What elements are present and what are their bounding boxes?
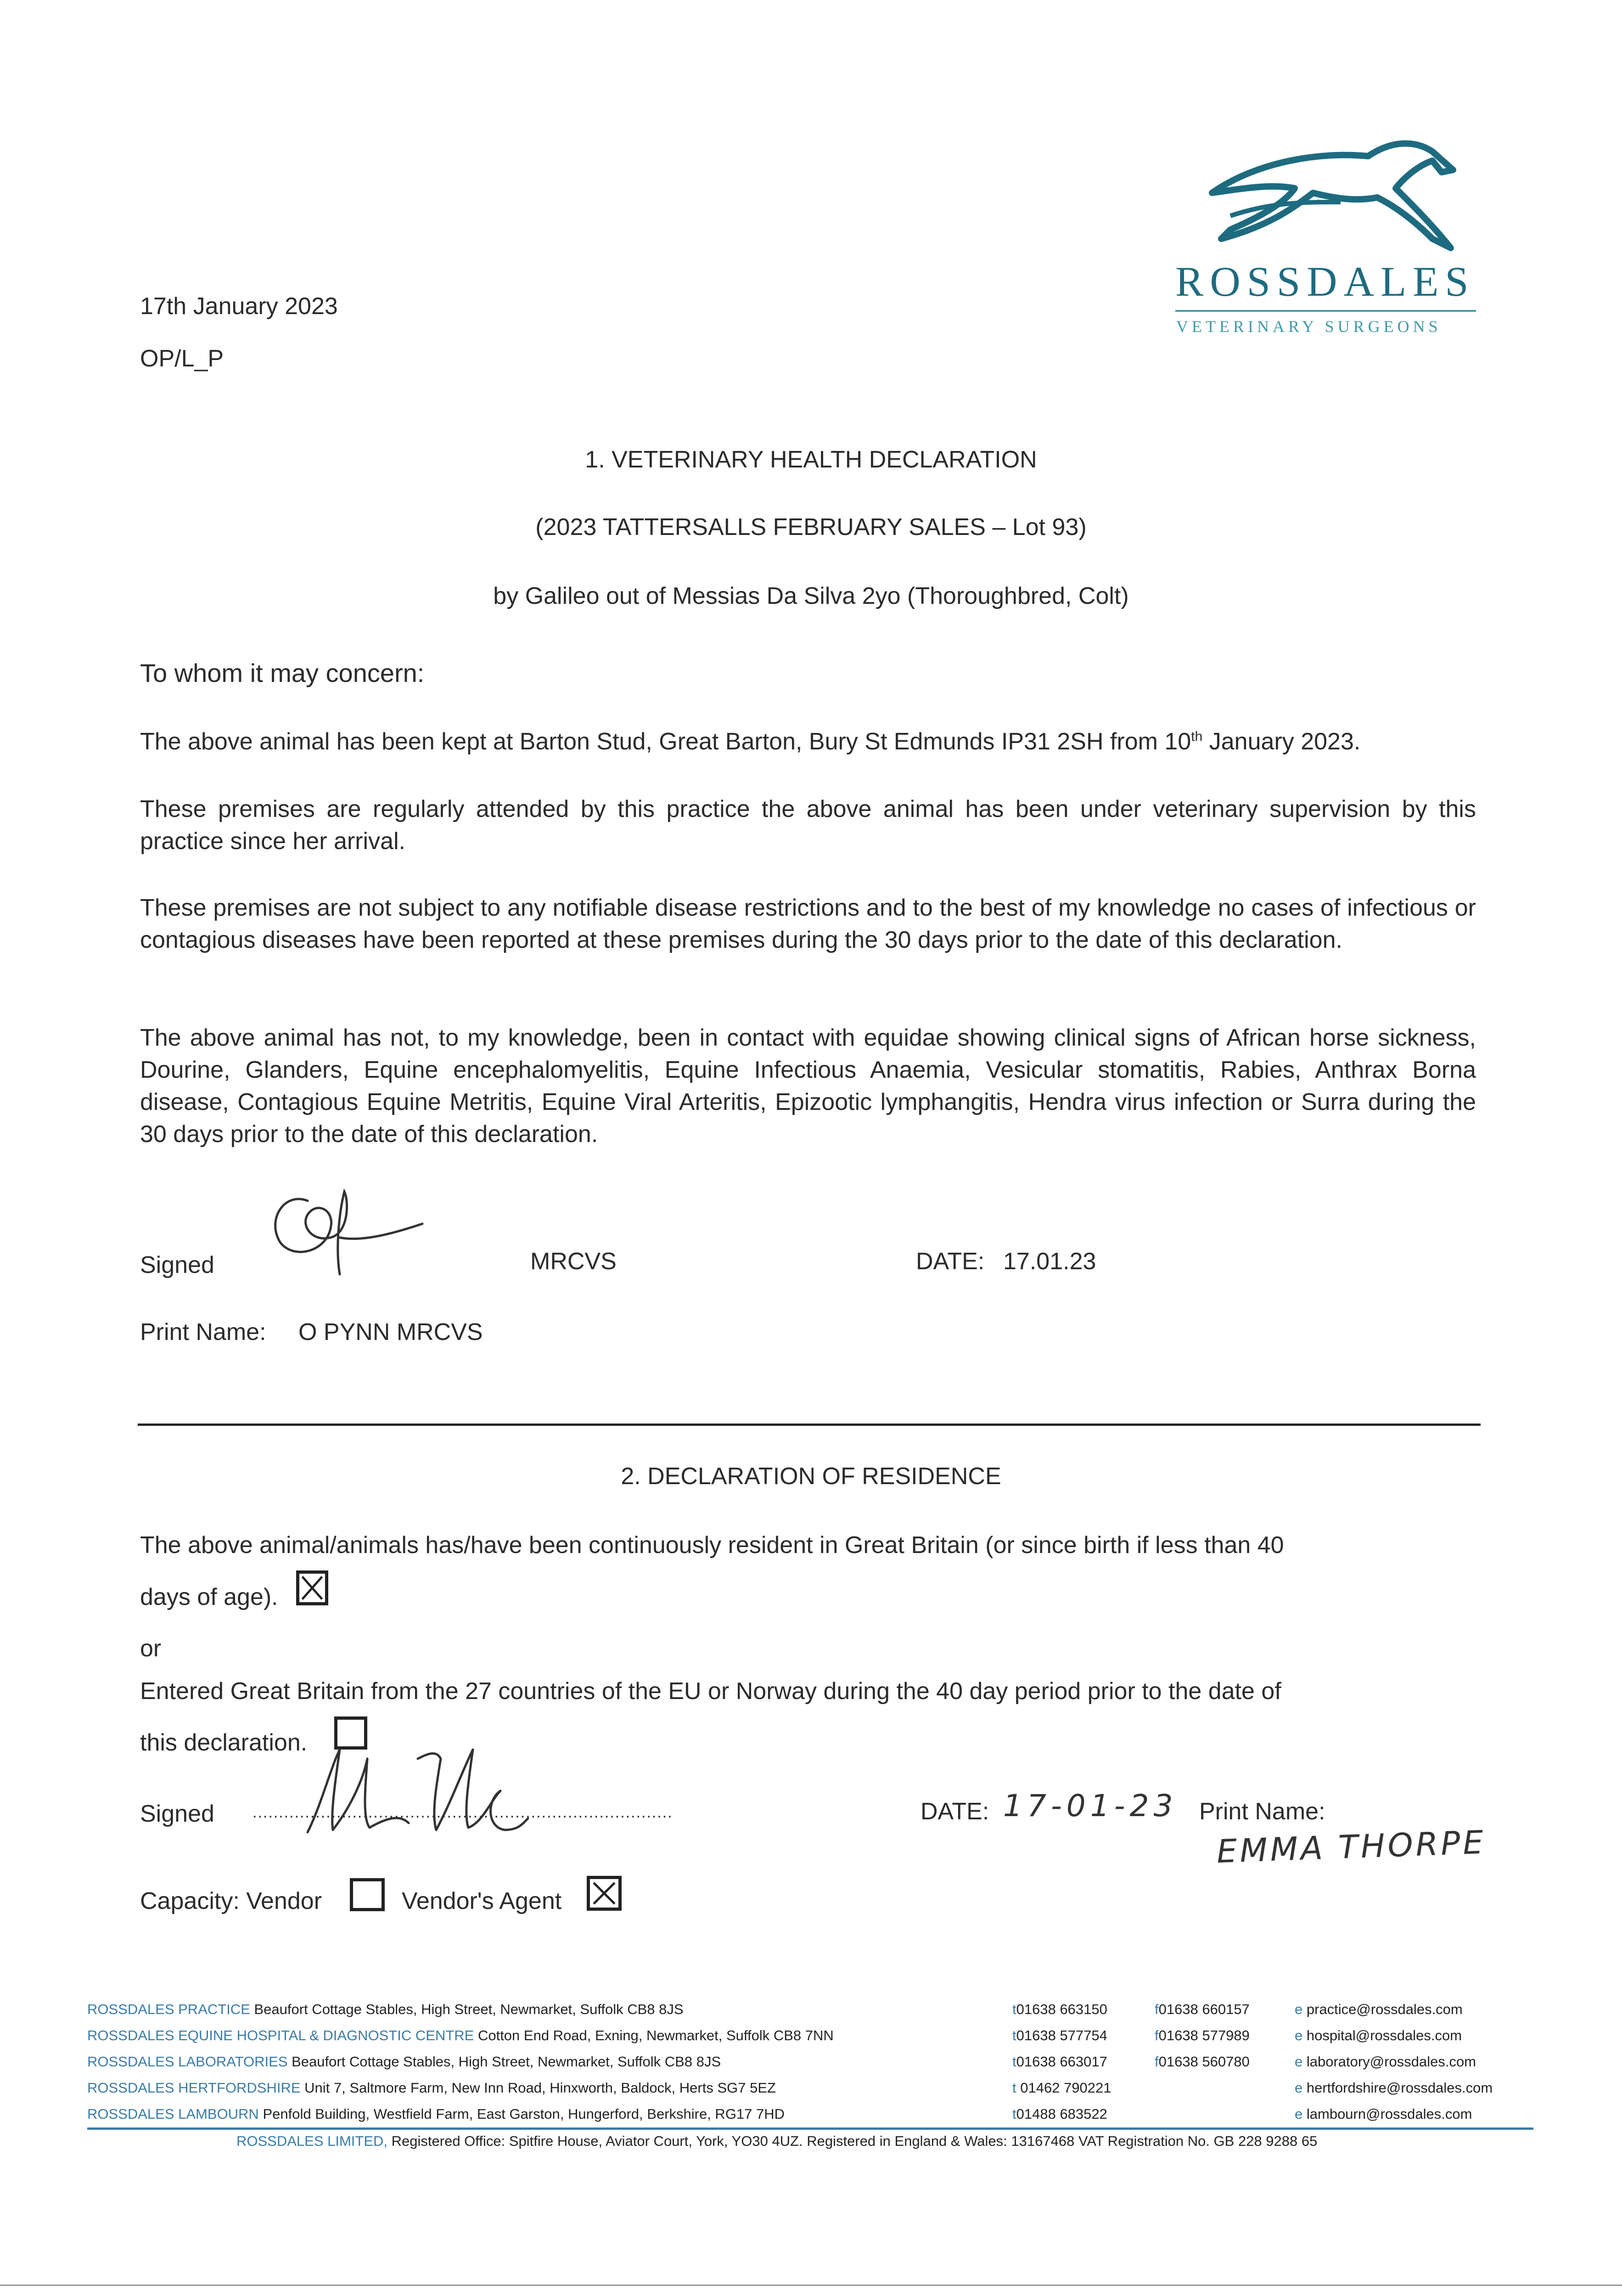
paragraph-residence-end: January 2023. (1202, 728, 1361, 755)
vet-mrcvs: MRCVS (530, 1248, 617, 1275)
fax-number: 01638 560780 (1158, 2054, 1250, 2070)
footer-row-name: ROSSDALES EQUINE HOSPITAL & DIAGNOSTIC CENTRE (87, 2027, 474, 2043)
vet-signed-label: Signed (140, 1252, 214, 1278)
footer-fax (1155, 2054, 1250, 2070)
section1-subtitle: (2023 TATTERSALLS FEBRUARY SALES – Lot 93) (535, 514, 1087, 540)
owner-signature (289, 1731, 537, 1841)
registered-company: ROSSDALES LIMITED, (236, 2133, 388, 2149)
or-text: or (140, 1635, 162, 1662)
footer-row-address: Cotton End Road, Exning, Newmarket, Suffolk CB8 7NN (477, 2027, 834, 2043)
email-prefix: e (1295, 2054, 1303, 2070)
fax-number: 01638 660157 (1158, 2001, 1250, 2017)
footer-tel (1012, 2001, 1107, 2018)
footer-tel (1012, 2080, 1111, 2096)
residence-line1: The above animal/animals has/have been continuously resident in Great Britain (or since birth if less than 40 (140, 1532, 1284, 1559)
footer-row-name: ROSSDALES HERTFORDSHIRE (87, 2080, 301, 2096)
tel-prefix: t (1012, 2001, 1016, 2017)
vet-date-label: DATE: (916, 1248, 985, 1275)
reference-code: OP/L_P (140, 345, 224, 372)
paragraph-no-contact: The above animal has not, to my knowledge, been in contact with equidae showing clinical signs of African horse sickness, Dourine, Glanders, Equine encephalomyelitis, Equine Infectious Anaemia, Vesicular stomatitis, Rabies, Anthrax Borna disease, Contagious Equine Metritis, Equine Viral Arteritis, Epizootic lymphangitis, Hendra virus infection or Surra during the 30 days prior to the date of this declaration. (140, 1024, 1476, 1148)
footer-row-name: ROSSDALES LAMBOURN (87, 2106, 259, 2122)
footer-row-address: Unit 7, Saltmore Farm, New Inn Road, Hinxworth, Baldock, Herts SG7 5EZ (304, 2080, 776, 2096)
email-prefix: e (1295, 2001, 1303, 2017)
resident-checkbox[interactable] (296, 1570, 328, 1605)
email-prefix: e (1295, 2080, 1303, 2096)
email-prefix: e (1295, 2027, 1303, 2043)
footer-row-address: Penfold Building, Westfield Farm, East Garston, Hungerford, Berkshire, RG17 7HD (263, 2106, 785, 2122)
tel-number: 01488 683522 (1016, 2106, 1107, 2122)
tel-prefix: t (1012, 2027, 1016, 2043)
footer-tel (1012, 2054, 1107, 2070)
footer-row-name: ROSSDALES LABORATORIES (87, 2054, 288, 2070)
registered-details: Registered Office: Spitfire House, Aviator Court, York, YO30 4UZ. Registered in England & Wales: 13167468 VAT Registration No. GB 228 9288 65 (387, 2133, 1318, 2149)
logo-name: ROSSDALES (1175, 258, 1475, 305)
footer-registration (236, 2133, 1317, 2150)
owner-signed-dots: ................................................................................ (253, 1804, 673, 1821)
email-address[interactable]: hospital@rossdales.com (1306, 2027, 1462, 2043)
footer-email[interactable] (1295, 2054, 1476, 2070)
footer-email[interactable] (1295, 2001, 1463, 2018)
vet-signature (257, 1182, 432, 1279)
footer-row (87, 2080, 776, 2096)
vendor-agent-checkbox[interactable] (587, 1876, 622, 1911)
paragraph-disease-free: These premises are not subject to any notifiable disease restrictions and to the best of my knowledge no cases of infectious or contagious diseases have been reported at these premises during the 30 days prior to the date of this declaration. (140, 895, 1476, 953)
fax-prefix: f (1155, 2027, 1159, 2043)
email-address[interactable]: hertfordshire@rossdales.com (1306, 2080, 1493, 2096)
ordinal-suffix: th (1191, 729, 1203, 744)
tel-number: 01462 790221 (1016, 2080, 1111, 2096)
footer-row (87, 2027, 834, 2044)
section-divider (138, 1424, 1481, 1426)
paragraph-residence (140, 726, 1360, 758)
animal-description: by Galileo out of Messias Da Silva 2yo (Thoroughbred, Colt) (493, 583, 1129, 609)
page-bottom-rule (0, 2285, 1622, 2286)
fax-prefix: f (1155, 2001, 1159, 2017)
footer-row-address: Beaufort Cottage Stables, High Street, Newmarket, Suffolk CB8 8JS (254, 2001, 684, 2017)
greeting: To whom it may concern: (140, 658, 425, 687)
footer-row-address: Beaufort Cottage Stables, High Street, Newmarket, Suffolk CB8 8JS (292, 2054, 721, 2070)
vendor-checkbox[interactable] (350, 1878, 385, 1911)
section2-title: 2. DECLARATION OF RESIDENCE (621, 1463, 1001, 1490)
email-prefix: e (1295, 2106, 1303, 2122)
vet-print-name-value: O PYNN MRCVS (298, 1319, 483, 1345)
capacity-vendor-label: Capacity: Vendor (140, 1888, 322, 1914)
owner-date-label: DATE: (920, 1798, 989, 1825)
tel-prefix: t (1012, 2080, 1016, 2096)
logo (1175, 133, 1497, 349)
tel-number: 01638 663150 (1016, 2001, 1107, 2017)
owner-signed-label: Signed (140, 1801, 214, 1827)
email-address[interactable]: practice@rossdales.com (1306, 2001, 1463, 2017)
section1-title: 1. VETERINARY HEALTH DECLARATION (585, 446, 1037, 473)
footer-tel (1012, 2027, 1107, 2044)
owner-print-name-value: EMMA THORPE (1216, 1823, 1487, 1871)
footer-rule (87, 2127, 1533, 2130)
footer-row (87, 2001, 684, 2018)
vet-print-name-label: Print Name: (140, 1319, 266, 1345)
footer-email[interactable] (1295, 2027, 1462, 2044)
footer-row (87, 2106, 785, 2122)
footer-fax (1155, 2027, 1250, 2044)
owner-print-name-label: Print Name: (1199, 1798, 1325, 1825)
tel-number: 01638 577754 (1016, 2027, 1107, 2043)
entered-line2-end: this declaration. (140, 1729, 308, 1756)
vet-date-value: 17.01.23 (1003, 1248, 1096, 1275)
tel-prefix: t (1012, 2106, 1016, 2122)
letter-date: 17th January 2023 (140, 293, 338, 320)
logo-divider (1175, 310, 1476, 312)
footer-email[interactable] (1295, 2080, 1493, 2096)
email-address[interactable]: lambourn@rossdales.com (1306, 2106, 1472, 2122)
owner-date-value: 17-01-23 (1003, 1788, 1178, 1823)
footer-tel (1012, 2106, 1107, 2122)
footer-row-name: ROSSDALES PRACTICE (87, 2001, 250, 2017)
paragraph-supervision: These premises are regularly attended by this practice the above animal has been under veterinary supervision by this practice since her arrival. (140, 796, 1476, 855)
footer-fax (1155, 2001, 1250, 2018)
fax-number: 01638 577989 (1158, 2027, 1250, 2043)
footer-email[interactable] (1295, 2106, 1472, 2122)
logo-tagline: VETERINARY SURGEONS (1176, 317, 1442, 336)
fax-prefix: f (1155, 2054, 1159, 2070)
entered-line2: Entered Great Britain from the 27 countries of the EU or Norway during the 40 day period prior to the date of (140, 1678, 1281, 1705)
horse-logo-icon (1203, 133, 1460, 253)
email-address[interactable]: laboratory@rossdales.com (1306, 2054, 1476, 2070)
footer (0, 1993, 1622, 2167)
tel-prefix: t (1012, 2054, 1016, 2070)
residence-line1-end: days of age). (140, 1584, 278, 1610)
vendor-agent-label: Vendor's Agent (402, 1888, 562, 1914)
footer-row (87, 2054, 721, 2070)
paragraph-residence-text: The above animal has been kept at Barton Stud, Great Barton, Bury St Edmunds IP31 2SH from 10 (140, 728, 1191, 755)
tel-number: 01638 663017 (1016, 2054, 1107, 2070)
